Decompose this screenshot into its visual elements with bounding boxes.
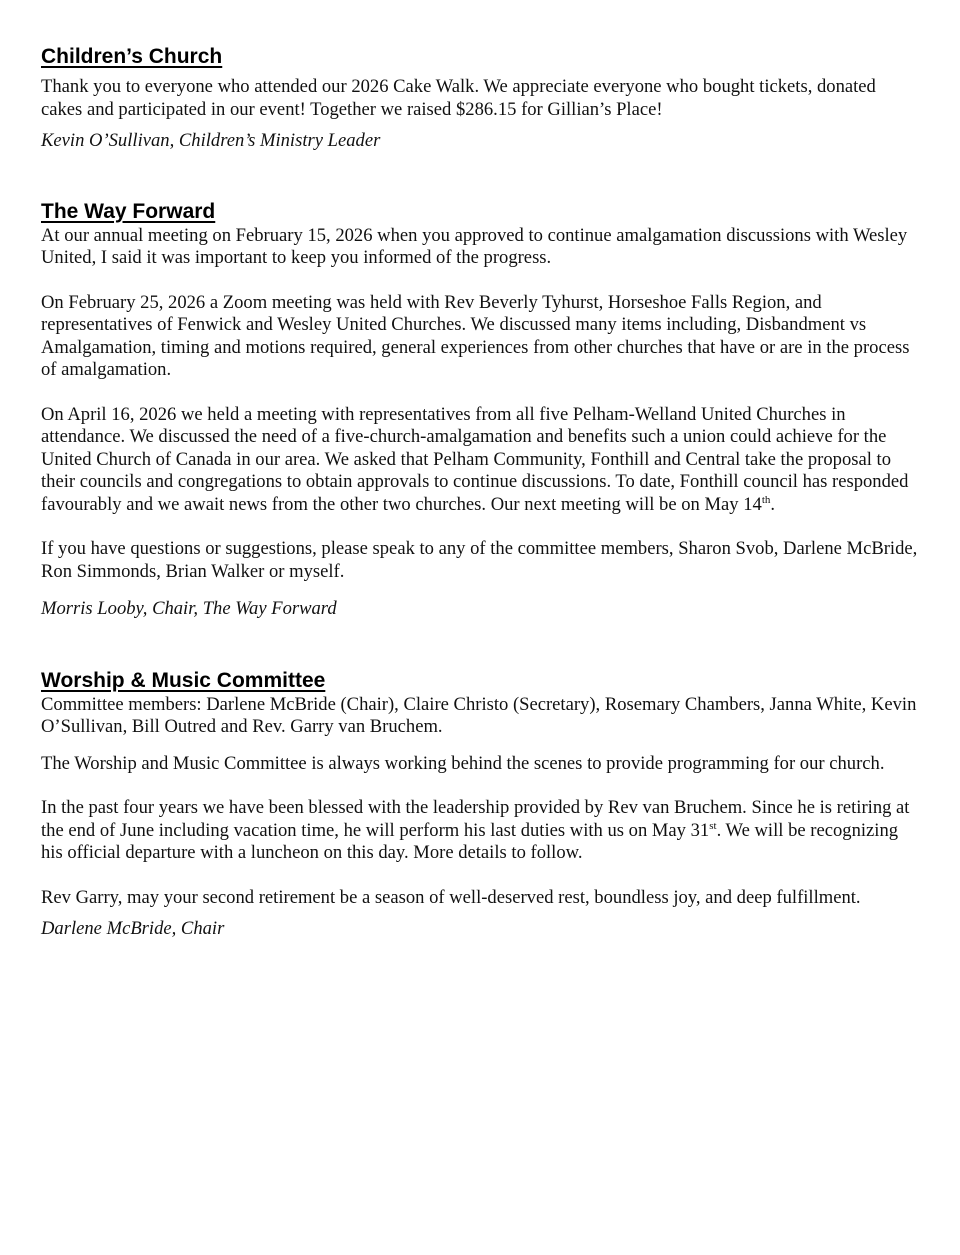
signature: Morris Looby, Chair, The Way Forward [41,598,337,619]
paragraph-text: . [770,493,776,515]
paragraph: Committee members: Darlene McBride (Chair), Claire Christo (Secretary), Rosemary Chambers, Janna White, Kevin O’Sullivan, Bill Outred and Rev. Garry van Bruchem. [41,693,917,737]
paragraph: At our annual meeting on February 15, 2026 when you approved to continue amalgamation discussions with Wesley United, I said it was important to keep you informed of the progress. [41,224,908,268]
paragraph-text: On April 16, 2026 we held a meeting with representatives from all five Pelham-Welland United Churches in attendance. We discussed the need of a five-church-amalgamation and benefits such a union could achieve for the United Church of Canada in our area. We asked that Pelham Community, Fonthill and Central take the proposal to their councils and congregations to obtain approvals to continue discussions. To date, Fonthill council has responded favourably and we await news from the other two churches. Our next meeting will be on May 14 [41,403,909,515]
section-way-forward [41,199,921,621]
paragraph: Rev Garry, may your second retirement be a season of well-deserved rest, boundless joy, and deep fulfillment. [41,886,861,908]
signature: Darlene McBride, Chair [41,918,225,939]
paragraph-text: . We will be recognizing his official departure with a luncheon on this day. More details to follow. [41,819,899,863]
paragraph: If you have questions or suggestions, please speak to any of the committee members, Sharon Svob, Darlene McBride, Ron Simmonds, Brian Walker or myself. [41,538,918,582]
section-heading: Children’s Church [41,45,223,68]
paragraph: The Worship and Music Committee is always working behind the scenes to provide programming for our church. [41,752,885,774]
paragraph-text: In the past four years we have been blessed with the leadership provided by Rev van Bruchem. Since he is retiring at the end of June including vacation time, he will perform his last duties with us on May 31 [41,797,910,841]
section-worship-music [41,668,921,941]
section-childrens-church [41,44,921,153]
paragraph: On February 25, 2026 a Zoom meeting was held with Rev Beverly Tyhurst, Horseshoe Falls Region, and representatives of Fenwick and Wesley United Churches. We discussed many items including, Disbandment vs Amalgamation, timing and motions required, general experiences from other churches that have or are in the process of amalgamation. [41,291,910,380]
newsletter-page [41,44,921,941]
section-body: Thank you to everyone who attended our 2026 Cake Walk. We appreciate everyone who bought tickets, donated cakes and participated in our event! Together we raised $286.15 for Gillian’s Place! [41,76,876,120]
paragraph [41,404,921,517]
paragraph [41,797,921,865]
section-heading: The Way Forward [41,199,216,223]
superscript: th [761,493,771,506]
signature: Kevin O’Sullivan, Children’s Ministry Leader [41,130,381,151]
section-heading: Worship & Music Committee [41,668,326,692]
superscript: st [709,819,717,832]
